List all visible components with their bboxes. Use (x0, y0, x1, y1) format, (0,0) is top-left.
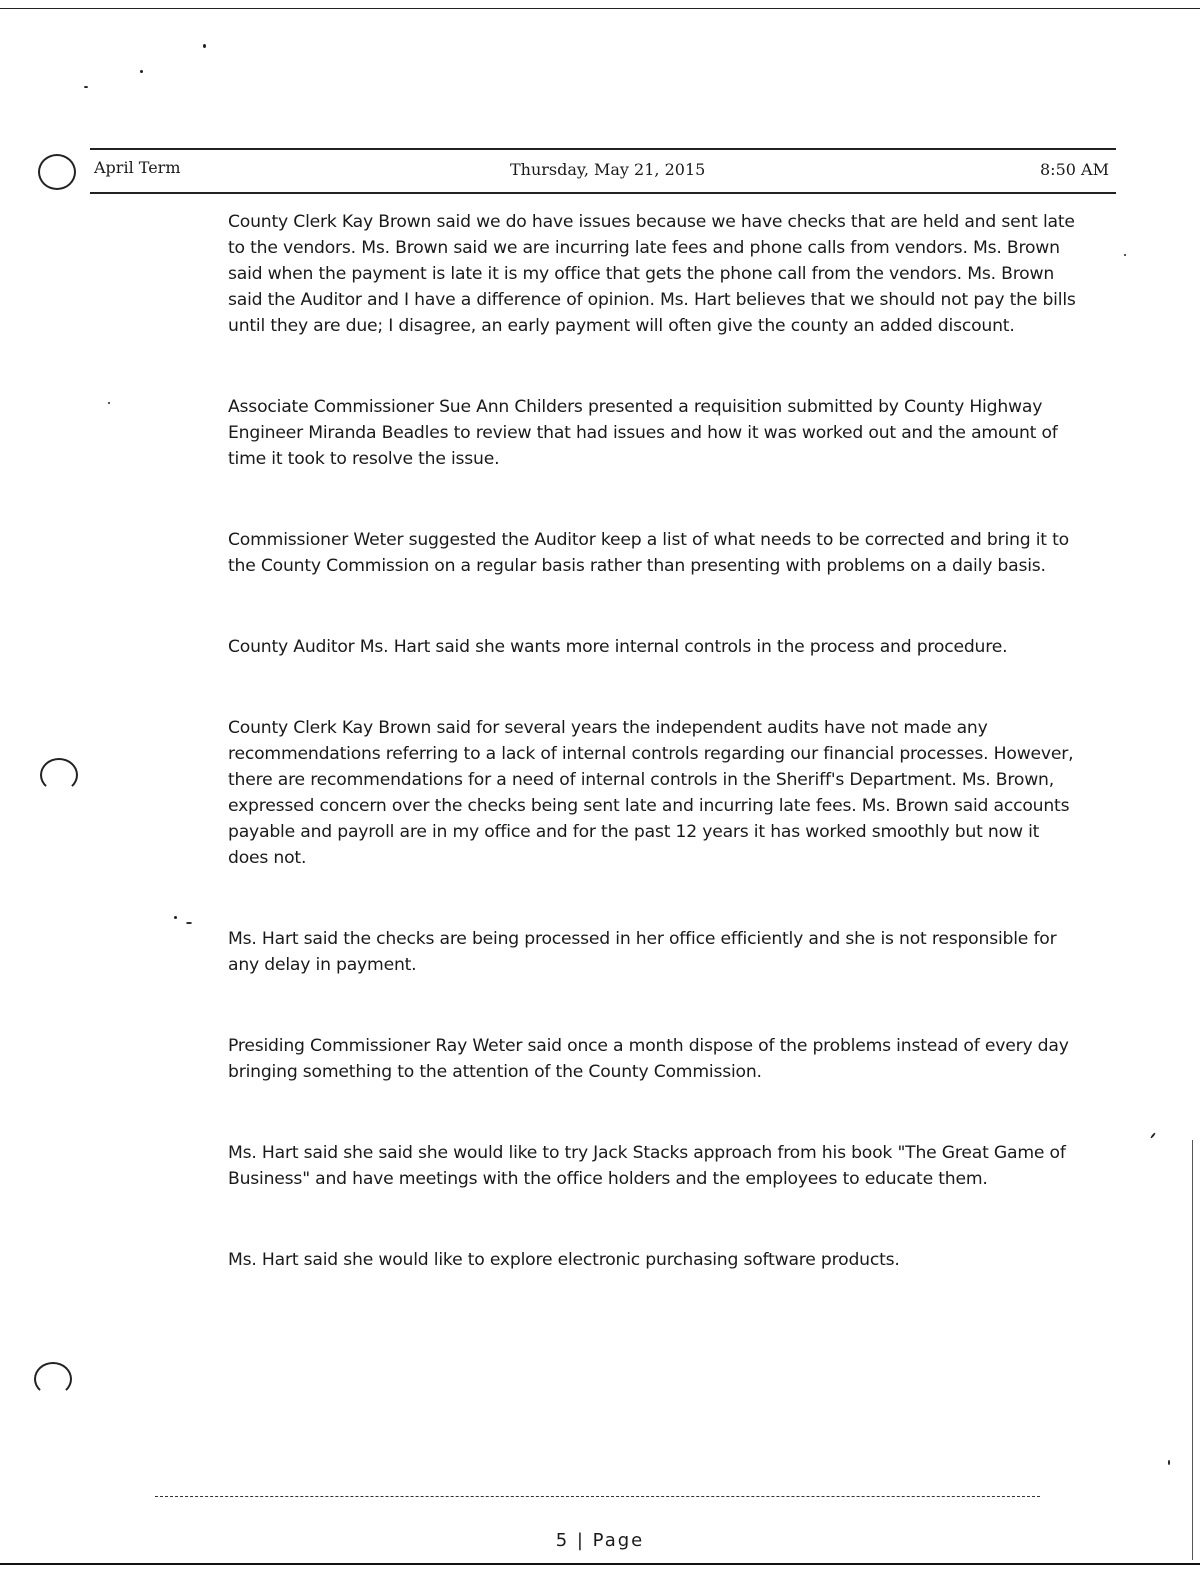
scan-speck (108, 402, 110, 404)
minutes-body (228, 209, 1078, 1328)
header-term: April Term (94, 158, 181, 177)
header-date: Thursday, May 21, 2015 (510, 160, 706, 179)
scan-edge-top (0, 8, 1200, 9)
page-number: 5 | Page (555, 1530, 645, 1551)
scan-edge-right (1192, 1140, 1193, 1560)
paragraph: Ms. Hart said she said she would like to try Jack Stacks approach from his book "The Great Game of Business" and have meetings with the office holders and the employees to educate them. (228, 1143, 1066, 1189)
punch-hole (40, 758, 78, 792)
punch-hole (34, 1362, 72, 1396)
paragraph: Associate Commissioner Sue Ann Childers presented a requisition submitted by County Highway Engineer Miranda Beadles to review that had issues and how it was worked out and the amount of time it took to resolve the issue. (228, 397, 1058, 469)
paragraph: Presiding Commissioner Ray Weter said once a month dispose of the problems instead of every day bringing something to the attention of the County Commission. (228, 1036, 1069, 1082)
header-rule-top (90, 148, 1116, 150)
scan-speck (84, 86, 88, 88)
scan-speck (1124, 254, 1126, 256)
paragraph: Commissioner Weter suggested the Auditor keep a list of what needs to be corrected and bring it to the County Commission on a regular basis rather than presenting with problems on a daily basis. (228, 530, 1069, 576)
scan-speck (1168, 1460, 1170, 1465)
header-rule-bottom (90, 192, 1116, 194)
paragraph: County Clerk Kay Brown said we do have issues because we have checks that are held and sent late to the vendors. Ms. Brown said we are incurring late fees and phone calls from vendors. Ms. Brown said when the payment is late it is my office that gets the phone call from the vendors. Ms. Brown said the Auditor and I have a difference of opinion. Ms. Hart believes that we should not pay the bills until they are due; I disagree, an early payment will often give the county an added discount. (228, 212, 1076, 336)
footer-rule (155, 1496, 1040, 1497)
paragraph: Ms. Hart said she would like to explore electronic purchasing software products. (228, 1250, 900, 1270)
punch-hole (38, 154, 76, 190)
scan-speck (174, 916, 177, 919)
paragraph: County Clerk Kay Brown said for several years the independent audits have not made any recommendations referring to a lack of internal controls regarding our financial processes. However, there are recommendations for a need of internal controls in the Sheriff's Department. Ms. Brown, expressed concern over the checks being sent late and incurring late fees. Ms. Brown said accounts payable and payroll are in my office and for the past 12 years it has worked smoothly but now it does not. (228, 718, 1074, 868)
paragraph: County Auditor Ms. Hart said she wants more internal controls in the process and procedure. (228, 637, 1008, 657)
scan-speck (1150, 1132, 1156, 1139)
scan-speck (186, 922, 192, 924)
scan-edge-bottom (0, 1563, 1200, 1565)
scan-speck (203, 44, 206, 48)
paragraph: Ms. Hart said the checks are being processed in her office efficiently and she is not responsible for any delay in payment. (228, 929, 1057, 975)
scan-speck (140, 70, 143, 73)
header-time: 8:50 AM (1040, 160, 1109, 179)
